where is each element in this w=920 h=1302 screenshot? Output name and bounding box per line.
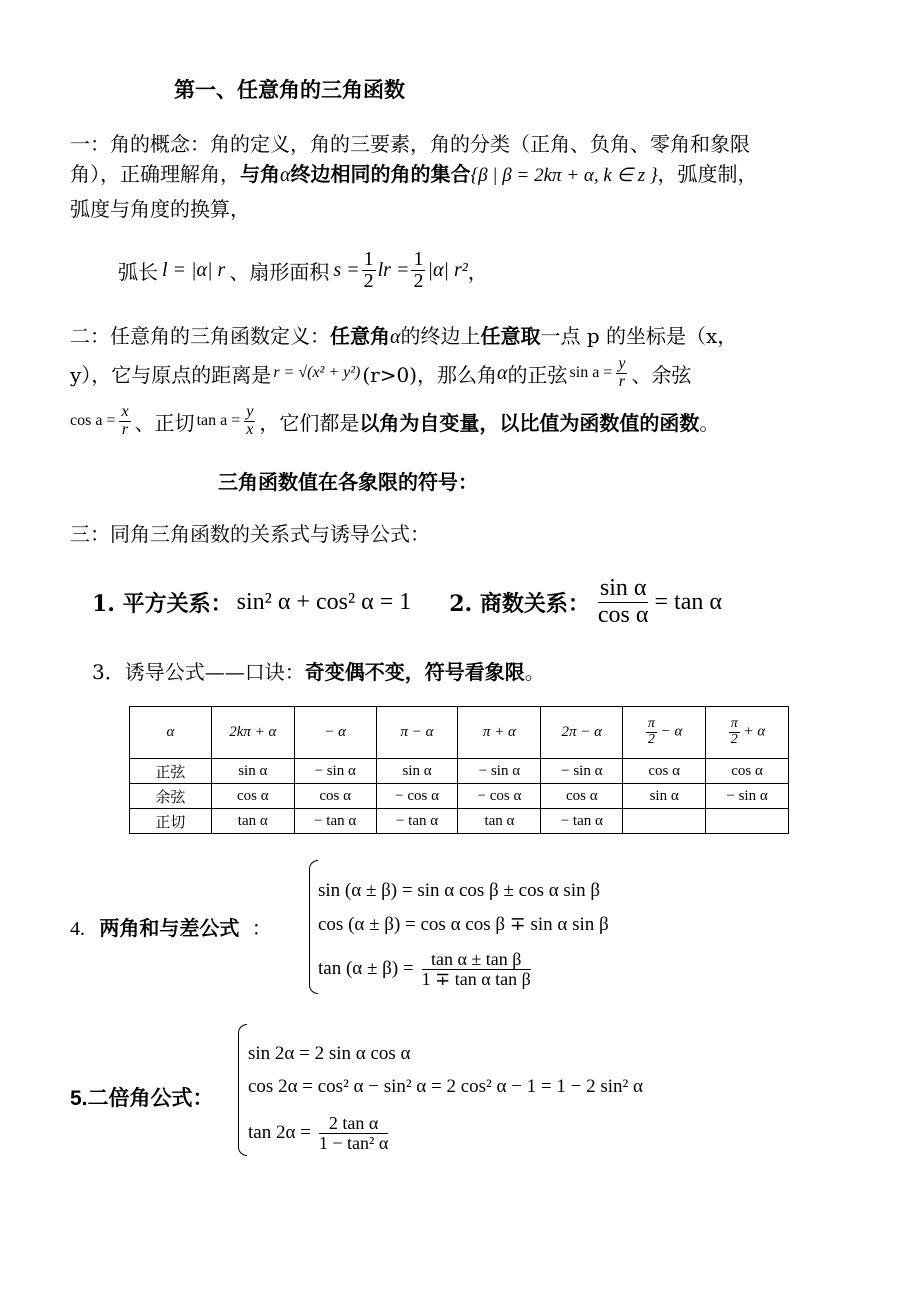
sumdiff-num: 4. [70, 918, 85, 940]
s2-l2d: 、余弦 [631, 362, 692, 387]
table-cell: tan α [458, 809, 541, 834]
s2-l3d: 。 [699, 410, 720, 435]
s2-l1a: 二：任意角的三角函数定义： [70, 324, 330, 348]
table-header: 2π − α [541, 707, 623, 759]
half-fraction-1: $\frac{1}{2}$ [363, 247, 374, 292]
table-header: − α [294, 707, 376, 759]
sum-cos-formula: cos (α ± β) = cos α cos β ∓ sin α sin β [318, 914, 609, 935]
relations-line [92, 570, 722, 634]
s2-l2a: y），它与原点的距离是 [70, 362, 272, 387]
row-label: 余弦 [130, 784, 212, 809]
table-header-row [130, 707, 789, 759]
double-sin-formula: sin 2α = 2 sin α cos α [248, 1043, 411, 1064]
s2-l1e: 一点 p 的坐标是（x， [540, 324, 738, 348]
half-fraction-2: $\frac{1}{2}$ [413, 247, 424, 292]
induction-table [129, 706, 789, 834]
table-cell: − sin α [458, 759, 541, 784]
table-cell: − cos α [376, 784, 458, 809]
table-cell: − sin α [541, 759, 623, 784]
s2-l3b: ，它们都是 [259, 410, 360, 435]
sumdiff-brace [309, 860, 318, 994]
double-tan-formula [248, 1108, 388, 1158]
table-row [130, 759, 789, 784]
table-cell: sin α [211, 759, 294, 784]
s2-l1c: 的终边上 [400, 324, 481, 348]
s1-line3: 弧度与角度的换算， [70, 197, 250, 221]
table-cell: − sin α [706, 784, 789, 809]
table-cell [706, 809, 789, 834]
table-header-pi-half-plus: $\frac{\pi}{2}$ + α [706, 707, 789, 759]
sumdiff-colon: ： [251, 916, 272, 940]
sin-label: sin a = [569, 364, 613, 381]
table-cell: − cos α [458, 784, 541, 809]
double-angle-label: 5.二倍角公式： [70, 1087, 214, 1110]
sector-formula-a: s = [333, 258, 360, 281]
s2-alpha-1: α [390, 326, 401, 348]
table-cell: − sin α [294, 759, 376, 784]
s2-alpha-2: α [497, 361, 508, 384]
tan-label: tan a = [196, 412, 241, 429]
cos-label: cos a = [70, 412, 116, 429]
s1-line2-a: 角），正确理解角， [70, 162, 240, 186]
sign-heading: 三角函数值在各象限的符号： [218, 470, 478, 494]
row-label: 正弦 [130, 759, 212, 784]
induction-rule: 奇变偶不变，符号看象限 [304, 660, 525, 684]
sin-fraction: $\frac{y}{r}$ [618, 354, 626, 390]
table-header-pi-half-minus: $\frac{\pi}{2}$ − α [623, 707, 706, 759]
sector-label: 、扇形面积 [229, 259, 330, 284]
s1-line2 [70, 158, 758, 187]
table-cell: cos α [211, 784, 294, 809]
induction-end: 。 [524, 660, 545, 684]
table-cell: − tan α [376, 809, 458, 834]
comma: ， [467, 259, 488, 284]
s1-line2-c: 终边相同的角的集合 [290, 162, 471, 186]
cos-fraction: $\frac{x}{r}$ [121, 402, 129, 438]
double-tan-fraction: $\frac{\text{2 tan α}}{\text{1 − tan² α}}$ [318, 1112, 389, 1153]
arc-formula: l = |α| r [162, 258, 226, 281]
s2-line1 [70, 320, 737, 349]
table-header: π + α [458, 707, 541, 759]
set-formula: {β | β = 2kπ + α, k ∈ z } [470, 165, 658, 186]
quotient-rhs: = tan α [654, 588, 722, 615]
s2-l1d: 任意取 [480, 324, 541, 348]
table-cell: cos α [541, 784, 623, 809]
s1-line2-b: 与角 [240, 162, 280, 186]
s2-l2b: (r>0)，那么角 [362, 362, 498, 387]
induction-line [92, 656, 545, 685]
table-cell: cos α [706, 759, 789, 784]
table-cell: − tan α [294, 809, 376, 834]
table-row [130, 784, 789, 809]
table-cell: sin α [623, 784, 706, 809]
table-cell: tan α [211, 809, 294, 834]
table-header: 2kπ + α [211, 707, 294, 759]
sector-formula-c: |α| r² [427, 258, 468, 281]
sumdiff-title: 两角和与差公式 [99, 916, 240, 940]
double-tan-lhs: tan 2α = [248, 1122, 311, 1143]
table-header: α [130, 707, 212, 759]
table-cell: cos α [294, 784, 376, 809]
table-cell: cos α [623, 759, 706, 784]
table-header: π − α [376, 707, 458, 759]
quotient-relation-label: 2. 商数关系： [449, 590, 590, 617]
sector-formula-b: lr = [377, 258, 410, 281]
quotient-fraction: $\frac{\text{sin α}}{\text{cos α}}$ [597, 575, 649, 628]
sum-tan-formula [318, 944, 531, 994]
table-cell [623, 809, 706, 834]
s2-l3a: 、正切 [134, 410, 195, 435]
induction-label: 3．诱导公式——口诀： [92, 660, 305, 684]
s2-line2 [70, 350, 691, 396]
arc-sector-line [118, 244, 488, 296]
s2-line3 [70, 398, 719, 444]
s2-l2c: 的正弦 [507, 362, 568, 387]
s3-heading: 三：同角三角函数的关系式与诱导公式： [70, 522, 430, 546]
table-row [130, 809, 789, 834]
sum-tan-lhs: tan (α ± β) = [318, 958, 414, 979]
square-relation-label: 1. 平方关系： [92, 590, 233, 617]
s1-alpha: α [280, 164, 291, 186]
sumdiff-label [70, 912, 272, 941]
double-cos-formula: cos 2α = cos² α − sin² α = 2 cos² α − 1 = 1 − 2 sin² α [248, 1076, 643, 1097]
sum-sin-formula: sin (α ± β) = sin α cos β ± cos α sin β [318, 880, 601, 901]
table-cell: − tan α [541, 809, 623, 834]
row-label: 正切 [130, 809, 212, 834]
s1-line1: 一：角的概念：角的定义，角的三要素，角的分类（正角、负角、零角和象限 [70, 132, 750, 156]
page-title: 第一、任意角的三角函数 [174, 77, 405, 102]
tan-fraction: $\frac{y}{x}$ [246, 402, 254, 438]
s2-l1b: 任意角 [330, 324, 390, 348]
s1-line2-d: ，弧度制， [657, 162, 758, 186]
table-cell: sin α [376, 759, 458, 784]
double-brace [238, 1024, 247, 1156]
sum-tan-fraction: $\frac{\text{tan α ± tan β}}{\text{1 ∓ tan α tan β}}$ [421, 948, 531, 989]
square-relation-formula: sin² α + cos² α = 1 [236, 588, 412, 615]
r-formula: r = √(x² + y²) [273, 364, 361, 381]
s2-l3c: 以角为自变量，以比值为函数值的函数 [359, 410, 700, 435]
arc-label: 弧长 [118, 259, 158, 284]
